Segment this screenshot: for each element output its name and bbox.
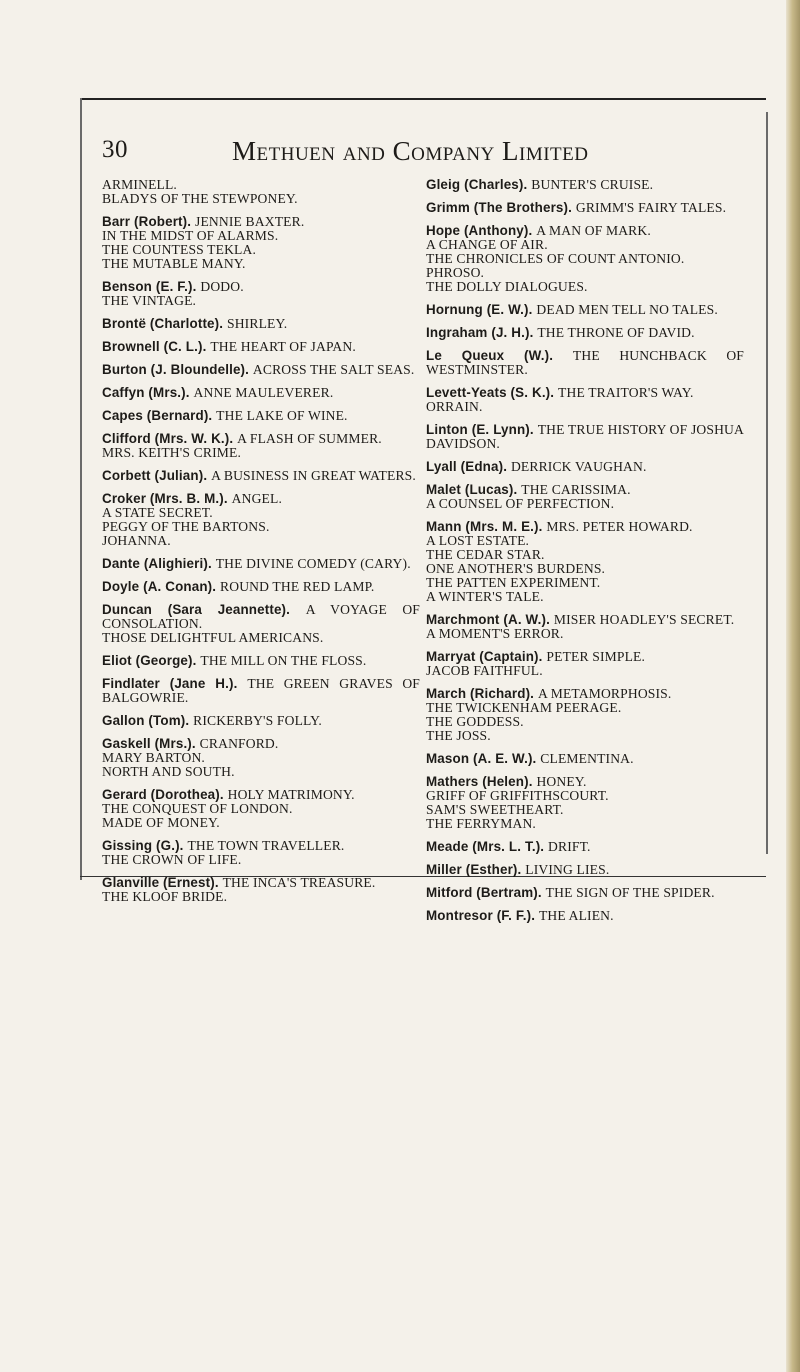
catalogue-entry [426,886,744,900]
book-title: THOSE DELIGHTFUL AMERICANS. [102,630,324,645]
page-number: 30 [102,136,128,163]
catalogue-entry [102,280,420,308]
author-name: Hope (Anthony). [426,223,537,238]
catalogue-entry [102,876,420,904]
catalogue-entry [102,386,420,400]
catalogue-entry [102,603,420,645]
book-title: SAM'S SWEETHEART. [426,802,564,817]
catalogue-entry [426,423,744,451]
book-title: THE COUNTESS TEKLA. [102,242,257,257]
author-name: Marryat (Captain). [426,649,547,664]
author-name: Ingraham (J. H.). [426,325,538,340]
catalogue-entry [102,580,420,594]
book-title: THE GREEN GRAVES OF BALGOWRIE. [102,676,420,705]
author-name: Capes (Bernard). [102,408,217,423]
catalogue-entry [426,687,744,743]
book-title: A METAMORPHOSIS. [537,686,672,701]
catalogue-entry [426,386,744,414]
catalogue-entry [426,840,744,854]
book-title: THE HUNCHBACK OF WESTMINSTER. [426,348,744,377]
book-title: THE THRONE OF DAVID. [537,325,695,340]
book-title: THE TRUE HISTORY OF JOSHUA DAVIDSON. [426,422,744,451]
author-name: Gaskell (Mrs.). [102,736,200,751]
author-name: Duncan (Sara Jeannette). [102,602,306,617]
book-title: THE TRAITOR'S WAY. [558,385,694,400]
book-title: THE KLOOF BRIDE. [102,889,228,904]
author-name: Mitford (Bertram). [426,885,546,900]
catalogue-entry [426,650,744,678]
author-name: Corbett (Julian). [102,468,212,483]
book-title: A FLASH OF SUMMER. [237,431,382,446]
author-name: Mason (A. E. W.). [426,751,541,766]
catalogue-entry [426,178,744,192]
book-title: PETER SIMPLE. [546,649,646,664]
right-column [426,178,744,932]
author-name: Barr (Robert). [102,214,196,229]
author-name: Dante (Alighieri). [102,556,216,571]
author-name: Mathers (Helen). [426,774,537,789]
author-name: Levett-Yeats (S. K.). [426,385,559,400]
book-title: ANGEL. [231,491,282,506]
page-edge-shadow [786,0,800,1372]
book-title: JACOB FAITHFUL. [426,663,543,678]
book-title: HOLY MATRIMONY. [227,787,355,802]
book-title: PHROSO. [426,265,485,280]
book-title: THE TWICKENHAM PEERAGE. [426,700,622,715]
catalogue-entry [102,409,420,423]
author-name: Marchmont (A. W.). [426,612,554,627]
author-name: Linton (E. Lynn). [426,422,538,437]
author-name: Gerard (Dorothea). [102,787,228,802]
author-name: Gallon (Tom). [102,713,194,728]
book-title: THE SIGN OF THE SPIDER. [545,885,715,900]
book-title: THE FERRYMAN. [426,816,536,831]
book-title: DODO. [200,279,244,294]
top-rule [80,98,766,100]
author-name: Miller (Esther). [426,862,526,877]
book-title: JOHANNA. [102,533,171,548]
catalogue-entry [426,483,744,511]
catalogue-entry [426,349,744,377]
author-name: Caffyn (Mrs.). [102,385,194,400]
catalogue-entry [102,839,420,867]
book-title: MRS. PETER HOWARD. [546,519,693,534]
book-title: ANNE MAULEVERER. [193,385,334,400]
book-title: LIVING LIES. [525,862,610,877]
book-title: MRS. KEITH'S CRIME. [102,445,241,460]
book-title: RICKERBY'S FOLLY. [193,713,322,728]
book-title: THE MUTABLE MANY. [102,256,246,271]
book-title: DEAD MEN TELL NO TALES. [536,302,718,317]
book-title: PEGGY OF THE BARTONS. [102,519,270,534]
author-name: Le Queux (W.). [426,348,573,363]
book-title: MISER HOADLEY'S SECRET. [553,612,735,627]
book-title: SHIRLEY. [227,316,288,331]
author-name: Grimm (The Brothers). [426,200,576,215]
book-title: THE CEDAR STAR. [426,547,545,562]
book-title: BUNTER'S CRUISE. [531,177,654,192]
catalogue-entry [102,788,420,830]
book-title: MARY BARTON. [102,750,205,765]
book-title: JENNIE BAXTER. [195,214,305,229]
left-rule [80,98,82,880]
author-name: March (Richard). [426,686,538,701]
catalogue-entry [102,340,420,354]
book-title: THE GODDESS. [426,714,524,729]
catalogue-entry [426,909,744,923]
book-title: A STATE SECRET. [102,505,213,520]
book-title: IN THE MIDST OF ALARMS. [102,228,279,243]
book-title: THE JOSS. [426,728,491,743]
book-title: CRANFORD. [199,736,279,751]
book-title: THE DIVINE COMEDY (CARY). [215,556,411,571]
book-title: A MOMENT'S ERROR. [426,626,564,641]
catalogue-entry [102,317,420,331]
author-name: Benson (E. F.). [102,279,201,294]
book-title: THE CARISSIMA. [521,482,631,497]
catalogue-entry [426,613,744,641]
catalogue-entry [102,363,420,377]
author-name: Eliot (George). [102,653,201,668]
author-name: Meade (Mrs. L. T.). [426,839,549,854]
book-title: THE PATTEN EXPERIMENT. [426,575,601,590]
catalogue-entry [102,432,420,460]
book-title: NORTH AND SOUTH. [102,764,235,779]
catalogue-entry [426,303,744,317]
book-title: THE DOLLY DIALOGUES. [426,279,588,294]
catalogue-entry [102,737,420,779]
book-title: THE LAKE OF WINE. [216,408,348,423]
author-name: Brontë (Charlotte). [102,316,227,331]
book-title: THE CROWN OF LIFE. [102,852,242,867]
catalogue-entry [102,469,420,483]
book-title: BLADYS OF THE STEWPONEY. [102,191,298,206]
book-title: ONE ANOTHER'S BURDENS. [426,561,606,576]
page-header [102,136,762,170]
author-name: Gleig (Charles). [426,177,532,192]
book-title: THE CONQUEST OF LONDON. [102,801,293,816]
book-title: GRIFF OF GRIFFITHSCOURT. [426,788,609,803]
book-title: A LOST ESTATE. [426,533,530,548]
book-title: THE MILL ON THE FLOSS. [200,653,367,668]
author-name: Findlater (Jane H.). [102,676,248,691]
author-name: Glanville (Ernest). [102,875,223,890]
running-title: Methuen and Company Limited [232,136,589,166]
book-title: DRIFT. [548,839,591,854]
author-name: Montresor (F. F.). [426,908,539,923]
book-title: THE ALIEN. [538,908,614,923]
catalogue-entry [102,557,420,571]
book-title: THE TOWN TRAVELLER. [187,838,345,853]
author-name: Gissing (G.). [102,838,188,853]
catalogue-entry [426,460,744,474]
author-name: Hornung (E. W.). [426,302,537,317]
catalogue-entry [102,714,420,728]
book-title: HONEY. [536,774,587,789]
catalogue-entry [426,775,744,831]
book-title: ORRAIN. [426,399,483,414]
author-name: Mann (Mrs. M. E.). [426,519,547,534]
catalogue-entry [426,752,744,766]
book-title: MADE OF MONEY. [102,815,220,830]
catalogue-entry [426,520,744,604]
author-name: Croker (Mrs. B. M.). [102,491,232,506]
book-title: ACROSS THE SALT SEAS. [252,362,415,377]
catalogue-entry [102,215,420,271]
author-name: Clifford (Mrs. W. K.). [102,431,238,446]
author-name: Burton (J. Bloundelle). [102,362,253,377]
catalogue-entry [102,677,420,705]
book-title: A VOYAGE OF CONSOLATION. [102,602,420,631]
author-name: Doyle (A. Conan). [102,579,221,594]
book-title: CLEMENTINA. [540,751,634,766]
book-title: A BUSINESS IN GREAT WATERS. [211,468,416,483]
catalogue-entry [102,178,420,206]
book-title: A WINTER'S TALE. [426,589,544,604]
book-title: GRIMM'S FAIRY TALES. [575,200,727,215]
author-name: Lyall (Edna). [426,459,511,474]
book-title: ARMINELL. [102,177,177,192]
catalogue-entry [426,326,744,340]
book-title: THE VINTAGE. [102,293,197,308]
catalogue-entry [102,492,420,548]
catalogue-entry [102,654,420,668]
book-title: THE CHRONICLES OF COUNT ANTONIO. [426,251,685,266]
book-title: A COUNSEL OF PERFECTION. [426,496,615,511]
author-name: Malet (Lucas). [426,482,522,497]
catalogue-entry [426,201,744,215]
book-title: A MAN OF MARK. [536,223,651,238]
book-title: A CHANGE OF AIR. [426,237,548,252]
author-name: Brownell (C. L.). [102,339,211,354]
catalogue-entry [426,224,744,294]
book-title: THE INCA'S TREASURE. [222,875,376,890]
right-rule [766,112,768,854]
left-column [102,178,420,913]
book-title: ROUND THE RED LAMP. [220,579,375,594]
catalogue-entry [426,863,744,877]
book-title: DERRICK VAUGHAN. [510,459,647,474]
book-title: THE HEART OF JAPAN. [210,339,356,354]
